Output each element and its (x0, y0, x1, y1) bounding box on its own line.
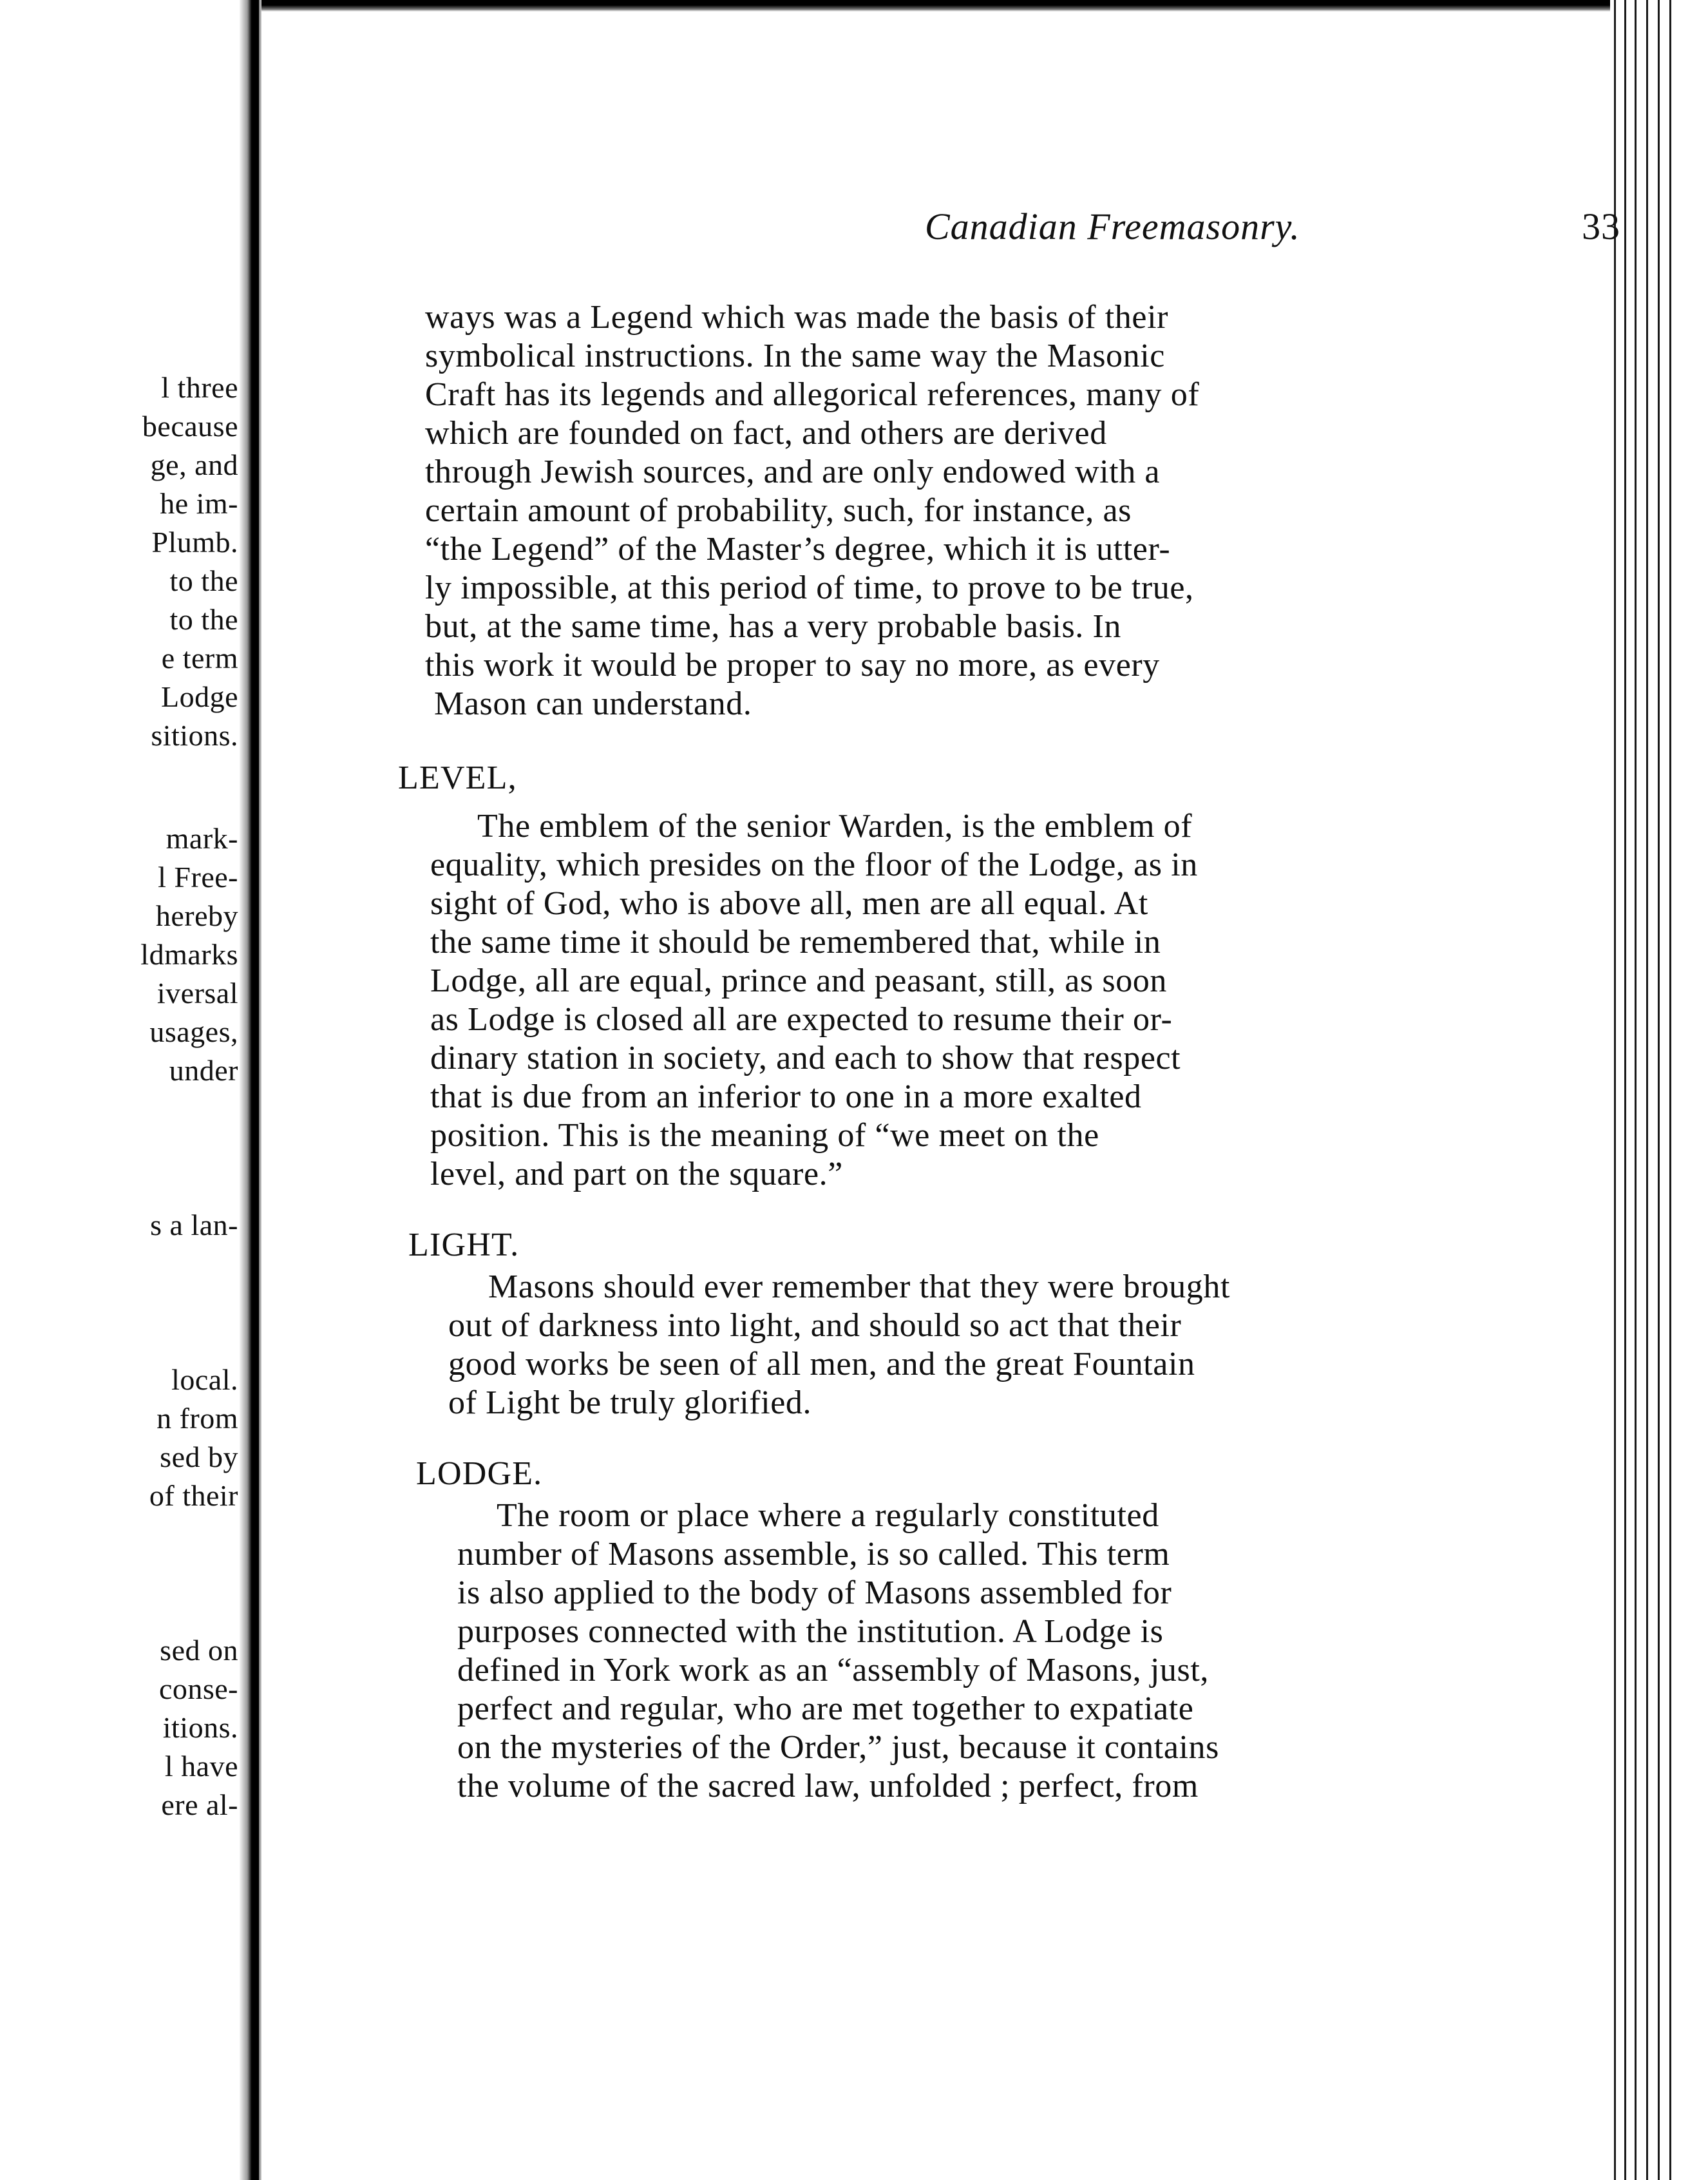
text-line: ways was a Legend which was made the basis of their (425, 299, 1169, 336)
left-page-line: ere al- (161, 1788, 238, 1821)
page-top-edge (261, 0, 1646, 12)
text-line: number of Masons assemble, is so called. This term (457, 1536, 1170, 1573)
section-heading-level: LEVEL, (398, 760, 517, 796)
left-page-line: local. (171, 1363, 238, 1396)
left-page-line: n from (157, 1402, 238, 1435)
text-line: defined in York work as an “assembly of Masons, just, (457, 1652, 1210, 1688)
page-edge-line (1646, 0, 1648, 2180)
left-page-line: l have (164, 1750, 238, 1783)
text-line: The room or place where a regularly constituted (497, 1497, 1159, 1534)
section-heading-light: LIGHT. (408, 1227, 520, 1263)
text-line: perfect and regular, who are met together to expatiate (457, 1690, 1194, 1727)
left-page-line: ldmarks (140, 938, 238, 971)
page-stack-edges (1610, 0, 1708, 2180)
left-page-line: he im- (160, 487, 238, 520)
left-page-line: e term (161, 642, 238, 674)
left-page-line: Lodge (160, 680, 238, 713)
text-line: of Light be truly glorified. (448, 1384, 812, 1421)
text-line: dinary station in society, and each to show that respect (430, 1040, 1181, 1076)
right-page (261, 12, 1620, 2180)
left-page-line: l Free- (158, 861, 238, 894)
left-page-fragment (0, 13, 238, 2180)
page-edge-line (1658, 0, 1660, 2180)
text-line: equality, which presides on the floor of the Lodge, as in (430, 846, 1198, 883)
text-line: level, and part on the square.” (430, 1156, 843, 1192)
text-line: ly impossible, at this period of time, to prove to be true, (425, 569, 1194, 606)
left-page-line: iversal (157, 977, 238, 1009)
text-line: sight of God, who is above all, men are all equal. At (430, 885, 1148, 922)
text-line: as Lodge is closed all are expected to resume their or- (430, 1001, 1173, 1038)
text-line: is also applied to the body of Masons assembled for (457, 1574, 1172, 1611)
text-line: but, at the same time, has a very probable basis. In (425, 608, 1122, 645)
text-line: certain amount of probability, such, for instance, as (425, 492, 1132, 529)
running-title: Canadian Freemasonry. (925, 206, 1300, 247)
left-page-line: sed on (160, 1634, 238, 1667)
page-edge-line (1635, 0, 1637, 2180)
left-page-line: l three (161, 371, 238, 404)
left-page-line: sed by (160, 1440, 238, 1473)
text-line: which are founded on fact, and others are derived (425, 415, 1107, 452)
text-line: purposes connected with the institution. A Lodge is (457, 1613, 1164, 1650)
text-line: out of darkness into light, and should so act that their (448, 1307, 1182, 1344)
text-line: “the Legend” of the Master’s degree, which it is utter- (425, 531, 1171, 568)
text-line: the volume of the sacred law, unfolded ; perfect, from (457, 1768, 1199, 1804)
left-page-line: ge, and (150, 448, 238, 481)
text-line: symbolical instructions. In the same way the Masonic (425, 338, 1165, 374)
left-page-line: sitions. (151, 719, 238, 752)
text-line: on the mysteries of the Order,” just, because it contains (457, 1729, 1219, 1766)
text-line: the same time it should be remembered that, while in (430, 924, 1161, 961)
left-page-line: itions. (162, 1711, 238, 1744)
left-page-line: s a lan- (150, 1209, 238, 1241)
text-line: good works be seen of all men, and the great Fountain (448, 1346, 1195, 1382)
text-line: Lodge, all are equal, prince and peasant, still, as soon (430, 962, 1168, 999)
text-line: through Jewish sources, and are only endowed with a (425, 454, 1161, 490)
section-heading-lodge: LODGE. (416, 1455, 543, 1492)
left-page-line: of their (149, 1479, 238, 1512)
left-page-line: under (169, 1054, 238, 1087)
left-page-line: Plumb. (151, 526, 238, 559)
left-page-line: to the (169, 564, 238, 597)
text-line: that is due from an inferior to one in a more exalted (430, 1078, 1142, 1115)
left-page-line: conse- (158, 1672, 238, 1705)
text-line: Craft has its legends and allegorical references, many of (425, 376, 1200, 413)
left-page-line: to the (169, 603, 238, 636)
text-line: this work it would be proper to say no more, as every (425, 647, 1160, 684)
left-page-line: hereby (155, 899, 238, 932)
gutter-shadow (252, 0, 259, 2180)
left-page-line: usages, (149, 1015, 238, 1048)
left-page-line: mark- (166, 822, 238, 855)
text-line: The emblem of the senior Warden, is the emblem of (477, 808, 1193, 845)
page-number: 33 (1582, 206, 1620, 247)
page-edge-line (1614, 0, 1616, 2180)
text-line: Masons should ever remember that they were brought (488, 1268, 1231, 1305)
page-edge-line (1669, 0, 1671, 2180)
text-line: Mason can understand. (434, 685, 752, 722)
left-page-line: because (142, 410, 238, 443)
page-edge-line (1624, 0, 1626, 2180)
text-line: position. This is the meaning of “we meet on the (430, 1117, 1099, 1154)
